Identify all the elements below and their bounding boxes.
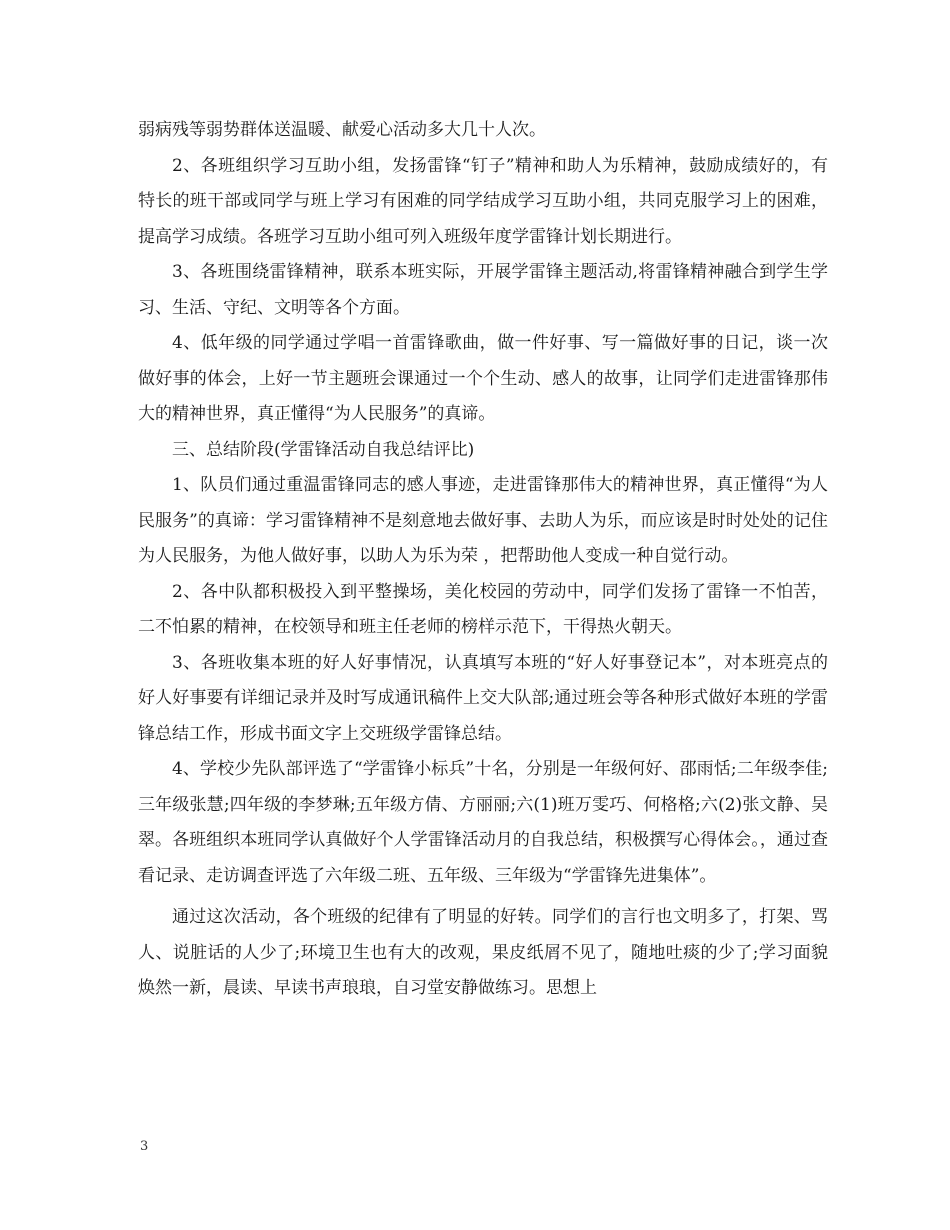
paragraph-summary-item-1: 1、队员们通过重温雷锋同志的感人事迹，走进雷锋那伟大的精神世界，真正懂得“为人民服务”的真谛：学习雷锋精神不是刻意地去做好事、去助人为乐，而应该是时时处处的记住为人民服务，为他人做好事，以助人为乐为荣 ，把帮助他人变成一种自觉行动。: [138, 475, 828, 566]
paragraph-conclusion: 通过这次活动，各个班级的纪律有了明显的好转。同学们的言行也文明多了，打架、骂人、说脏话的人少了;环境卫生也有大的改观，果皮纸屑不见了，随地吐痰的少了;学习面貌焕然一新，晨读、早读书声琅琅，自习堂安静做练习。思想上: [138, 907, 828, 998]
paragraph-summary-item-2: 2、各中队都积极投入到平整操场，美化校园的劳动中，同学们发扬了雷锋一不怕苦，二不怕累的精神，在校领导和班主任老师的榜样示范下，干得热火朝天。: [138, 581, 828, 637]
paragraph-summary-item-4: 4、学校少先队部评选了“学雷锋小标兵”十名，分别是一年级何好、邵雨恬;二年级李佳;三年级张慧;四年级的李梦琳;五年级方倩、方丽丽;六(1)班万雯巧、何格格;六(2)张文静、吴翠。各班组织本班同学认真做好个人学雷锋活动月的自我总结，积极撰写心得体会。，通过查看记录、走访调查评选了六年级二班、五年级、三年级为“学雷锋先进集体”。: [138, 759, 828, 886]
paragraph-summary-item-3: 3、各班收集本班的好人好事情况，认真填写本班的“好人好事登记本”，对本班亮点的好人好事要有详细记录并及时写成通讯稿件上交大队部;通过班会等各种形式做好本班的学雷锋总结工作，形成书面文字上交班级学雷锋总结。: [138, 652, 828, 744]
section-heading-summary-stage: 三、总结阶段(学雷锋活动自我总结评比): [172, 439, 475, 460]
document-body: [138, 113, 828, 1007]
paragraph-item-4-junior-grades: 4、低年级的同学通过学唱一首雷锋歌曲，做一件好事、写一篇做好事的日记，谈一次做好事的体会，上好一节主题班会课通过一个个生动、感人的故事，让同学们走进雷锋那伟大的精神世界，真正懂得“为人民服务”的真谛。: [138, 333, 828, 424]
page-number: 3: [140, 1139, 149, 1154]
paragraph-item-3-theme-activities: 3、各班围绕雷锋精神，联系本班实际，开展学雷锋主题活动,将雷锋精神融合到学生学习、生活、守纪、文明等各个方面。: [138, 262, 828, 318]
paragraph-continuation: 弱病残等弱势群体送温暖、献爱心活动多大几十人次。: [138, 120, 546, 140]
paragraph-item-2-study-groups: 2、各班组织学习互助小组，发扬雷锋“钉子”精神和助人为乐精神，鼓励成绩好的，有特长的班干部或同学与班上学习有困难的同学结成学习互助小组，共同克服学习上的困难，提高学习成绩。各班学习互助小组可列入班级年度学雷锋计划长期进行。: [138, 155, 828, 247]
